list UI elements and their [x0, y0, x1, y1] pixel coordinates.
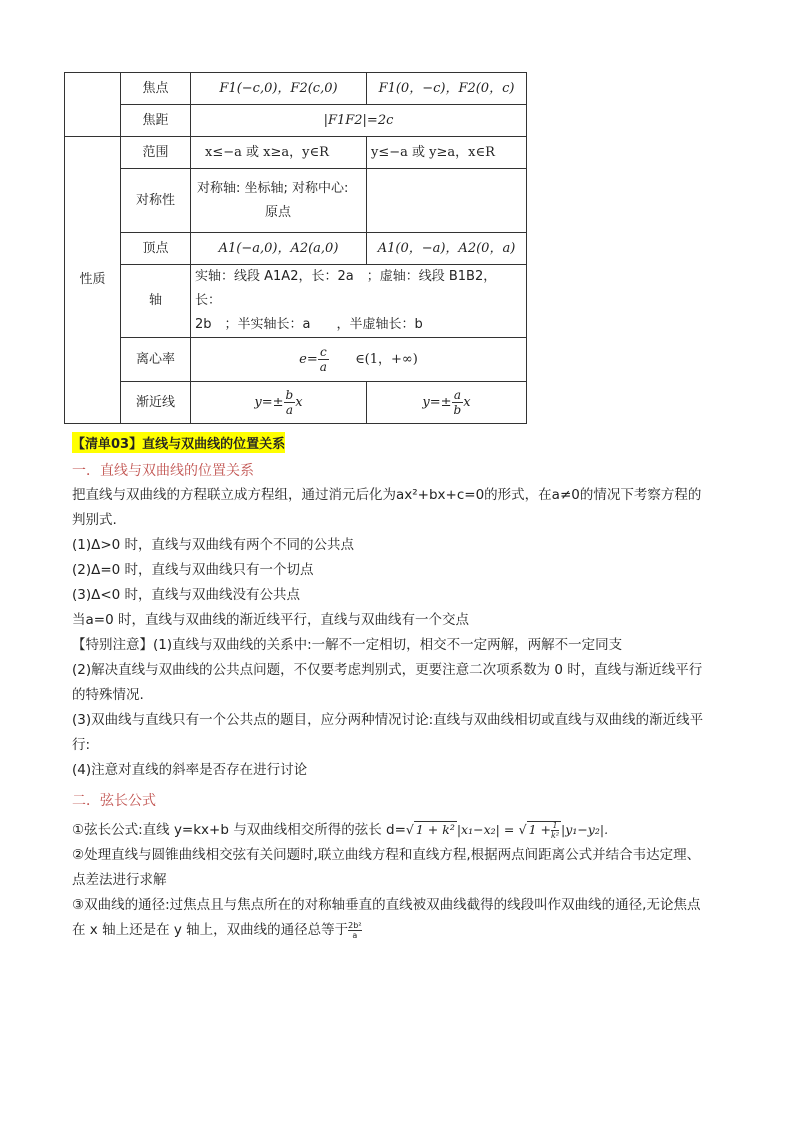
vertex-x: A1(−a,0)，A2(a,0) [191, 233, 367, 265]
asymptote-label: 渐近线 [121, 382, 191, 424]
symmetry-cell [191, 169, 367, 233]
foci-label: 焦点 [121, 73, 191, 105]
axis-line-2: 2b ；半实轴长：a ，半虚轴长：b [195, 317, 423, 332]
symmetry-label: 对称性 [121, 169, 191, 233]
eccentricity-label: 离心率 [121, 338, 191, 382]
range-x: x≤−a 或 x≥a，y∈R [191, 137, 367, 169]
asymptote-y: y=± $\frac{a}{b}$ x [367, 382, 527, 424]
chord-2b: 点差法进行求解 [72, 872, 167, 888]
foci-x: F1(−c,0)，F2(c,0) [191, 73, 367, 105]
ecc-pre: e= [299, 352, 318, 367]
foci-y: F1(0，−c)，F2(0，c) [367, 73, 527, 105]
symmetry-empty [367, 169, 527, 233]
ecc-fraction: $\frac{c}{a}$ [319, 345, 327, 374]
vertex-label: 顶点 [121, 233, 191, 265]
note-1: 【特别注意】(1)直线与双曲线的关系中:一解不一定相切，相交不一定两解，两解不一定同支 [72, 637, 623, 653]
focal-distance-label: 焦距 [121, 105, 191, 137]
case-4: 当a=0 时，直线与双曲线的渐近线平行，直线与双曲线有一个交点 [72, 612, 469, 628]
chord-3b: 在 x 轴上还是在 y 轴上，双曲线的通径总等于 $\frac{\text{2b²}}{a}$ [72, 920, 362, 940]
ecc-range: ∈(1，+∞) [355, 352, 418, 367]
axis-cell [191, 265, 527, 338]
para-1: 把直线与双曲线的方程联立成方程组，通过消元后化为ax²+bx+c=0的形式，在a≠0的情况下考察方程的 [72, 487, 702, 503]
asymptote-x: y=± $\frac{b}{a}$ x [191, 382, 367, 424]
section-title: 【清单03】直线与双曲线的位置关系 [72, 432, 285, 453]
heading-position: 一．直线与双曲线的位置关系 [72, 463, 254, 479]
case-1: (1)Δ>0 时，直线与双曲线有两个不同的公共点 [72, 537, 355, 553]
vertex-y: A1(0，−a)，A2(0，a) [367, 233, 527, 265]
case-3: (3)Δ<0 时，直线与双曲线没有公共点 [72, 587, 301, 603]
eccentricity-cell [191, 338, 527, 382]
hyperbola-properties-table [64, 72, 527, 424]
range-y: y≤−a 或 y≥a，x∈R [367, 137, 527, 169]
chord-3: ③双曲线的通径:过焦点且与焦点所在的对称轴垂直的直线被双曲线截得的线段叫作双曲线的通径,无论焦点 [72, 897, 701, 913]
note-3: (3)双曲线与直线只有一个公共点的题目，应分两种情况讨论:直线与双曲线相切或直线与双曲线的渐近线平 [72, 712, 704, 728]
focal-distance: |F1F2|=2c [191, 105, 527, 137]
range-label: 范围 [121, 137, 191, 169]
axis-label: 轴 [121, 265, 191, 338]
note-2: (2)解决直线与双曲线的公共点问题，不仅要考虑判别式，更要注意二次项系数为 0 时，直线与渐近线平行 [72, 662, 703, 678]
section-content [72, 432, 732, 943]
para-1b: 判别式. [72, 512, 117, 528]
symmetry-text-1: 对称轴: 坐标轴; 对称中心: [197, 180, 349, 196]
case-2: (2)Δ=0 时，直线与双曲线只有一个切点 [72, 562, 314, 578]
table-empty-cell [65, 73, 121, 137]
properties-label: 性质 [65, 137, 121, 424]
note-3b: 行: [72, 737, 91, 753]
note-4: (4)注意对直线的斜率是否存在进行讨论 [72, 762, 308, 778]
latus-fraction: $\frac{\text{2b²}}{a}$ [348, 920, 362, 940]
chord-formula: ①弦长公式:直线 y=kx+b 与双曲线相交所得的弦长 d=√ 1 + k² |x₁−x₂| = √ 1 + $\frac{1}{\text{k²}}$ |y₁−y₂|. [72, 821, 609, 840]
axis-line-1: 实轴：线段 A1A2，长：2a ；虚轴：线段 B1B2，长： [195, 269, 497, 308]
chord-2: ②处理直线与圆锥曲线相交弦有关问题时,联立曲线方程和直线方程,根据两点间距离公式并结合韦达定理、 [72, 847, 701, 863]
heading-chord: 二．弦长公式 [72, 793, 156, 809]
note-2b: 的特殊情况. [72, 687, 144, 703]
symmetry-text-2: 原点 [265, 204, 292, 220]
